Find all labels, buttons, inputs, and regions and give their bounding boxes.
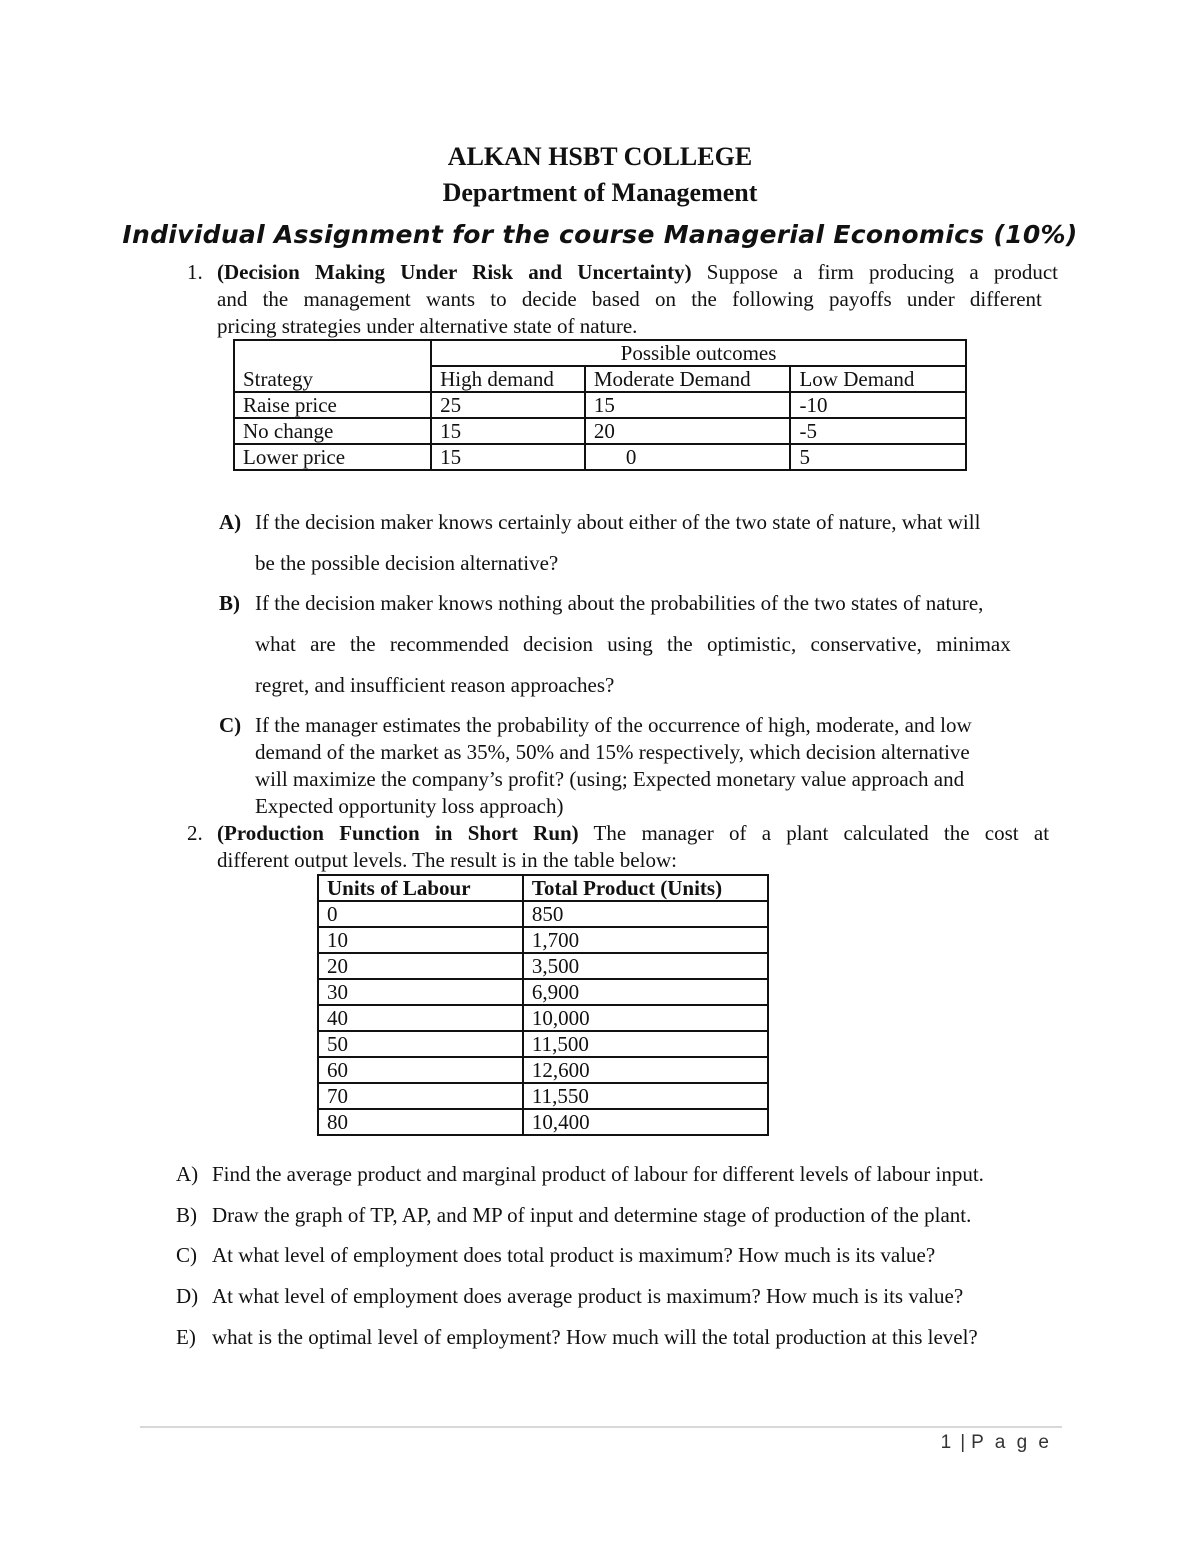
footer-separator: | xyxy=(960,1432,966,1453)
production-header-total: Total Product (Units) xyxy=(523,875,768,901)
table-row xyxy=(318,979,768,1005)
labour-cell: 70 xyxy=(318,1083,523,1109)
table-row xyxy=(318,927,768,953)
q1-sub-c-label: C) xyxy=(219,713,242,737)
question-2-number: 2. xyxy=(187,821,203,845)
labour-cell: 80 xyxy=(318,1109,523,1135)
payoff-row xyxy=(234,392,966,418)
q2-sub-c-label: C) xyxy=(176,1243,197,1267)
q1-sub-a-label: A) xyxy=(219,510,242,534)
table-row xyxy=(318,953,768,979)
payoff-cell: 5 xyxy=(790,444,966,470)
college-name: ALKAN HSBT COLLEGE xyxy=(447,142,753,171)
labour-cell: 60 xyxy=(318,1057,523,1083)
question-1-line-2: and the management wants to decide based on the following payoffs under different xyxy=(217,287,1042,311)
product-cell: 12,600 xyxy=(523,1057,768,1083)
product-cell: 6,900 xyxy=(523,979,768,1005)
payoff-header-low: Low Demand xyxy=(790,366,966,392)
payoff-cell: -5 xyxy=(790,418,966,444)
q1-sub-c-line: demand of the market as 35%, 50% and 15% respectively, which decision alternative xyxy=(255,740,970,764)
table-row xyxy=(318,1031,768,1057)
assignment-title: Individual Assignment for the course Managerial Economics (10%) xyxy=(122,220,1078,249)
question-2-intro: The manager of a plant calculated the cost at xyxy=(578,821,1050,845)
labour-cell: 40 xyxy=(318,1005,523,1031)
q1-sub-b-line: what are the recommended decision using the optimistic, conservative, minimax xyxy=(255,632,1011,656)
payoff-strategy: No change xyxy=(234,418,431,444)
question-2-heading: (Production Function in Short Run) xyxy=(217,821,579,845)
q1-sub-a-line: If the decision maker knows certainly about either of the two state of nature, what will xyxy=(255,510,981,534)
question-1-number: 1. xyxy=(187,260,203,284)
payoff-row xyxy=(234,418,966,444)
page-label: P a g e xyxy=(971,1432,1052,1453)
q1-sub-c-line: will maximize the company’s profit? (using; Expected monetary value approach and xyxy=(255,767,965,791)
labour-cell: 10 xyxy=(318,927,523,953)
q2-sub-b-text: Draw the graph of TP, AP, and MP of input and determine stage of production of the plant. xyxy=(212,1203,972,1227)
q2-sub-d-label: D) xyxy=(176,1284,199,1308)
labour-cell: 30 xyxy=(318,979,523,1005)
product-cell: 1,700 xyxy=(523,927,768,953)
production-header-labour: Units of Labour xyxy=(318,875,523,901)
payoff-cell: 0 xyxy=(585,444,791,470)
payoff-cell: -10 xyxy=(790,392,966,418)
payoff-strategy: Raise price xyxy=(234,392,431,418)
production-header-row xyxy=(318,875,768,901)
payoff-header-moderate: Moderate Demand xyxy=(585,366,791,392)
q1-sub-b-label: B) xyxy=(219,591,240,615)
question-2 xyxy=(187,820,1058,874)
q2-sub-e-label: E) xyxy=(176,1325,196,1349)
q1-sub-c-line: Expected opportunity loss approach) xyxy=(255,794,564,818)
labour-cell: 20 xyxy=(318,953,523,979)
q2-sub-d-text: At what level of employment does average product is maximum? How much is its value? xyxy=(212,1284,964,1308)
labour-cell: 0 xyxy=(318,901,523,927)
q2-sub-e-text: what is the optimal level of employment? How much will the total production at this level? xyxy=(212,1325,978,1349)
labour-cell: 50 xyxy=(318,1031,523,1057)
production-table xyxy=(317,874,769,1136)
q2-sub-c-text: At what level of employment does total product is maximum? How much is its value? xyxy=(212,1243,936,1267)
payoff-cell: 25 xyxy=(431,392,585,418)
payoff-cell: 20 xyxy=(585,418,791,444)
question-1-line-1 xyxy=(217,259,1058,286)
payoff-cell: 15 xyxy=(585,392,791,418)
q1-sub-b-line: If the decision maker knows nothing about the probabilities of the two states of nature, xyxy=(255,591,984,615)
page-footer xyxy=(941,1432,1052,1454)
question-1-intro: Suppose a firm producing a product xyxy=(691,260,1058,284)
product-cell: 3,500 xyxy=(523,953,768,979)
payoff-strategy: Lower price xyxy=(234,444,431,470)
q2-sub-b-label: B) xyxy=(176,1203,197,1227)
table-row xyxy=(318,1005,768,1031)
product-cell: 11,550 xyxy=(523,1083,768,1109)
q1-sub-b-line: regret, and insufficient reason approaches? xyxy=(255,673,615,697)
q1-sub-a-line: be the possible decision alternative? xyxy=(255,551,559,575)
table-row xyxy=(318,1057,768,1083)
q2-sub-a-label: A) xyxy=(176,1162,199,1186)
question-1-heading: (Decision Making Under Risk and Uncertainty) xyxy=(217,260,692,284)
payoff-table xyxy=(233,339,967,471)
product-cell: 10,400 xyxy=(523,1109,768,1135)
q2-sub-a-text: Find the average product and marginal product of labour for different levels of labour input. xyxy=(212,1162,984,1186)
payoff-header-group: Possible outcomes xyxy=(431,340,966,366)
page-number: 1 xyxy=(940,1432,955,1453)
payoff-cell: 15 xyxy=(431,418,585,444)
question-2-line-2: different output levels. The result is in the table below: xyxy=(217,848,677,872)
payoff-header-strategy: Strategy xyxy=(234,340,431,392)
payoff-header-high: High demand xyxy=(431,366,585,392)
product-cell: 10,000 xyxy=(523,1005,768,1031)
payoff-cell: 15 xyxy=(431,444,585,470)
q1-sub-c-line: If the manager estimates the probability of the occurrence of high, moderate, and low xyxy=(255,713,972,737)
question-2-line-1 xyxy=(217,820,1049,847)
product-cell: 850 xyxy=(523,901,768,927)
table-row xyxy=(318,1083,768,1109)
table-row xyxy=(318,1109,768,1135)
department-name: Department of Management xyxy=(442,178,758,207)
payoff-row xyxy=(234,444,966,470)
footer-divider xyxy=(140,1426,1062,1428)
table-row xyxy=(318,901,768,927)
question-1-line-3: pricing strategies under alternative state of nature. xyxy=(217,314,638,338)
question-1 xyxy=(187,259,1058,340)
product-cell: 11,500 xyxy=(523,1031,768,1057)
